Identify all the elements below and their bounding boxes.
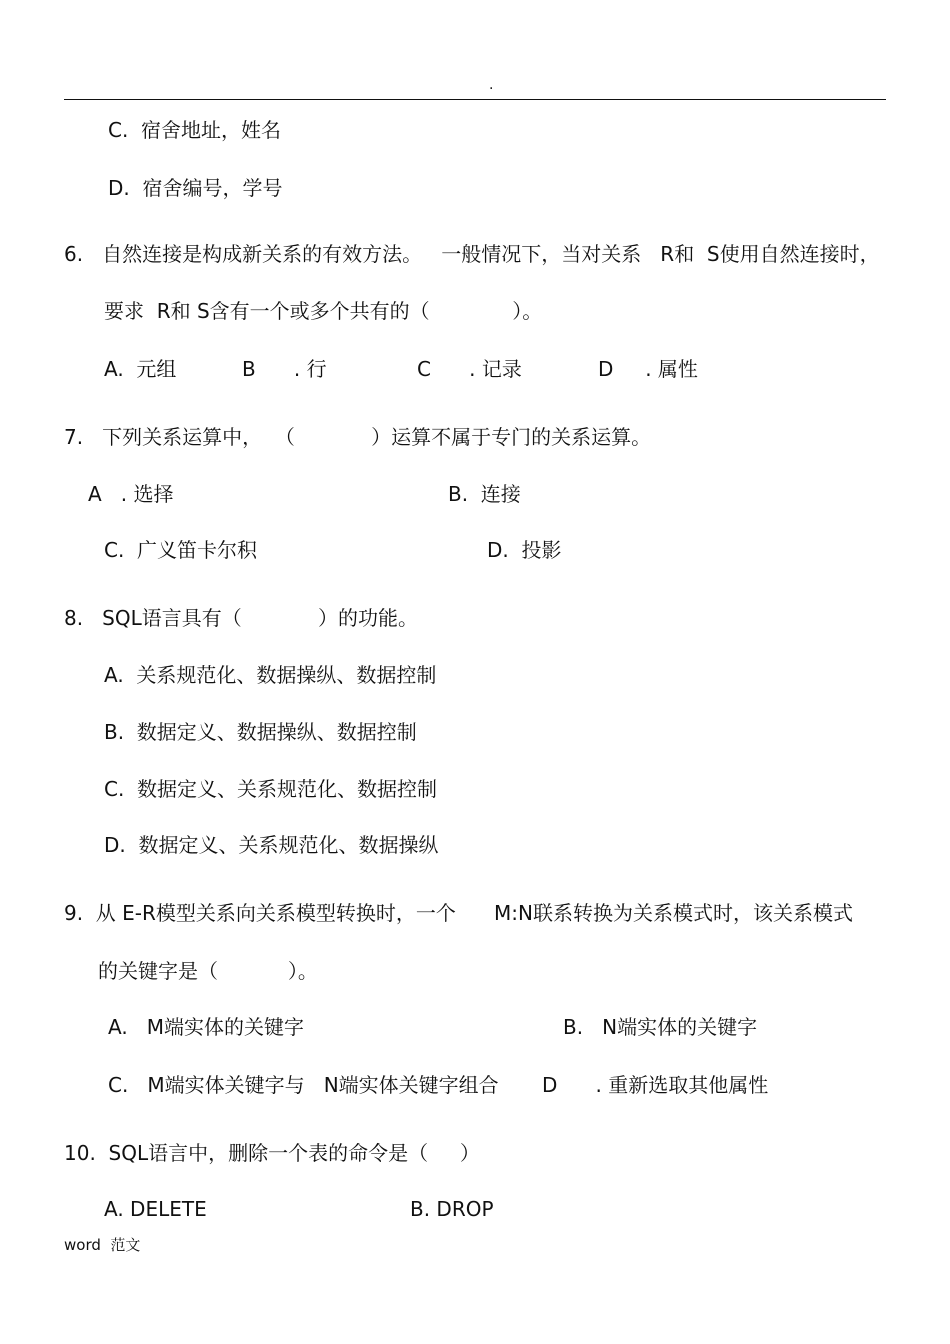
q5-option-d: D. 宿舍编号，学号 [108,176,283,200]
q8-stem: 8. SQL语言具有（ ）的功能。 [64,606,419,630]
q6-option-d: D . 属性 [598,357,698,381]
q6-stem-line2: 要求 R和 S含有一个或多个共有的（ ）。 [104,299,543,323]
q9-stem-line2: 的关键字是（ ）。 [98,959,318,983]
q9-option-d: D . 重新选取其他属性 [542,1073,769,1097]
header-rule [64,99,886,100]
q8-option-c: C. 数据定义、关系规范化、数据控制 [104,777,438,801]
page-footer: word 范文 [64,1236,141,1254]
q10-stem: 10. SQL语言中，删除一个表的命令是（ ） [64,1141,480,1165]
q7-option-c: C. 广义笛卡尔积 [104,538,258,562]
q7-option-a: A . 选择 [88,482,174,506]
q6-option-c: C . 记录 [417,357,522,381]
q5-option-c: C. 宿舍地址，姓名 [108,118,282,142]
q9-option-c: C. M端实体关键字与 N端实体关键字组合 [108,1073,499,1097]
q9-option-a: A. M端实体的关键字 [108,1015,305,1039]
q6-stem-line1: 6. 自然连接是构成新关系的有效方法。 一般情况下，当对关系 R和 S使用自然连接时， [64,242,880,266]
q10-option-a: A. DELETE [104,1197,207,1221]
q9-option-b: B. N端实体的关键字 [563,1015,758,1039]
q8-option-a: A. 关系规范化、数据操纵、数据控制 [104,663,437,687]
q7-option-b: B. 连接 [448,482,521,506]
q7-stem: 7. 下列关系运算中， （ ）运算不属于专门的关系运算。 [64,425,652,449]
q8-option-b: B. 数据定义、数据操纵、数据控制 [104,720,417,744]
q8-option-d: D. 数据定义、关系规范化、数据操纵 [104,833,439,857]
header-mark: . [489,77,494,93]
q9-stem-line1: 9. 从 E-R模型关系向关系模型转换时，一个 M:N联系转换为关系模式时，该关系模式 [64,901,854,925]
q6-option-b: B . 行 [242,357,327,381]
q6-option-a: A. 元组 [104,357,177,381]
q7-option-d: D. 投影 [487,538,562,562]
q10-option-b: B. DROP [410,1197,494,1221]
